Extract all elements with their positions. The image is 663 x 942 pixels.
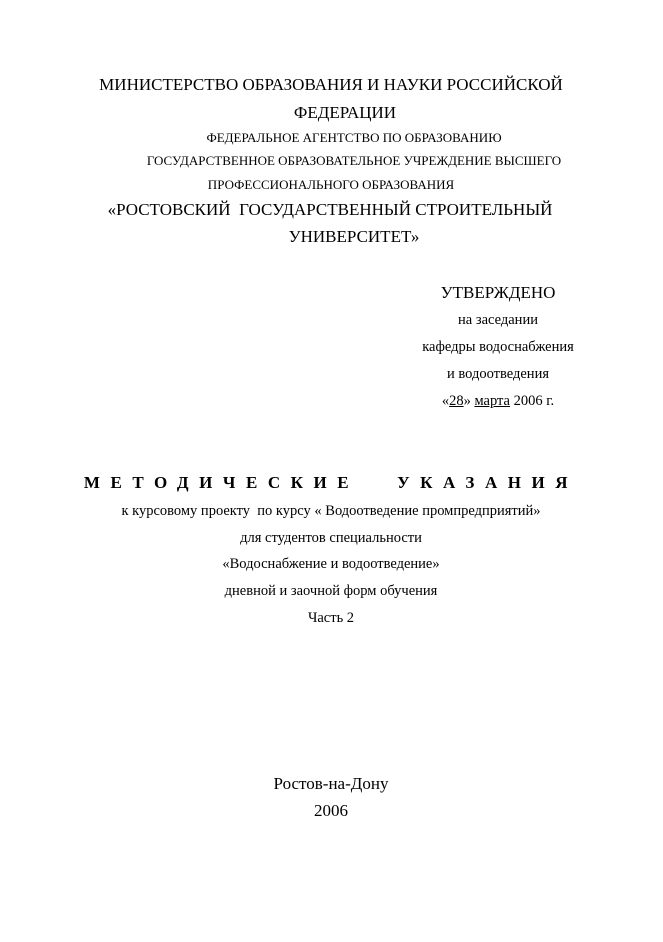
- footer-city: Ростов-на-Дону: [273, 774, 389, 793]
- document-title: [84, 474, 578, 491]
- date-month: марта: [474, 393, 510, 409]
- approval-date: [442, 394, 554, 409]
- university-line-1: «РОСТОВСКИЙ ГОСУДАРСТВЕННЫЙ СТРОИТЕЛЬНЫЙ: [107, 200, 553, 219]
- date-rest: 2006 г.: [513, 393, 555, 409]
- study-form-line: дневной и заочной форм обучения: [224, 583, 438, 599]
- institution-line-1: ГОСУДАРСТВЕННОЕ ОБРАЗОВАТЕЛЬНОЕ УЧРЕЖДЕНИЕ ВЫСШЕГО: [146, 153, 562, 168]
- approval-line-2: кафедры водоснабжения: [422, 339, 574, 355]
- approval-title: УТВЕРЖДЕНО: [440, 283, 556, 302]
- date-day: 28: [449, 393, 464, 409]
- audience-line: для студентов специальности: [240, 530, 422, 546]
- university-line-2: УНИВЕРСИТЕТ»: [288, 227, 420, 246]
- specialty-line: «Водоснабжение и водоотведение»: [222, 556, 440, 572]
- ministry-line-2: ФЕДЕРАЦИИ: [293, 103, 397, 122]
- agency-line: ФЕДЕРАЛЬНОЕ АГЕНТСТВО ПО ОБРАЗОВАНИЮ: [206, 130, 502, 145]
- date-close-quote: »: [463, 393, 471, 409]
- title-word-1: МЕТОДИЧЕСКИЕ: [83, 473, 360, 492]
- approval-line-3: и водоотведения: [447, 366, 549, 382]
- title-word-2: УКАЗАНИЯ: [397, 473, 579, 492]
- footer-year: 2006: [314, 801, 348, 820]
- institution-line-2: ПРОФЕССИОНАЛЬНОГО ОБРАЗОВАНИЯ: [207, 177, 455, 192]
- approval-line-1: на заседании: [458, 312, 538, 328]
- course-line: к курсовому проекту по курсу « Водоотведение промпредприятий»: [121, 503, 541, 519]
- part-line: Часть 2: [307, 610, 355, 626]
- ministry-line-1: МИНИСТЕРСТВО ОБРАЗОВАНИЯ И НАУКИ РОССИЙСКОЙ: [99, 75, 563, 94]
- date-open-quote: «: [441, 393, 450, 409]
